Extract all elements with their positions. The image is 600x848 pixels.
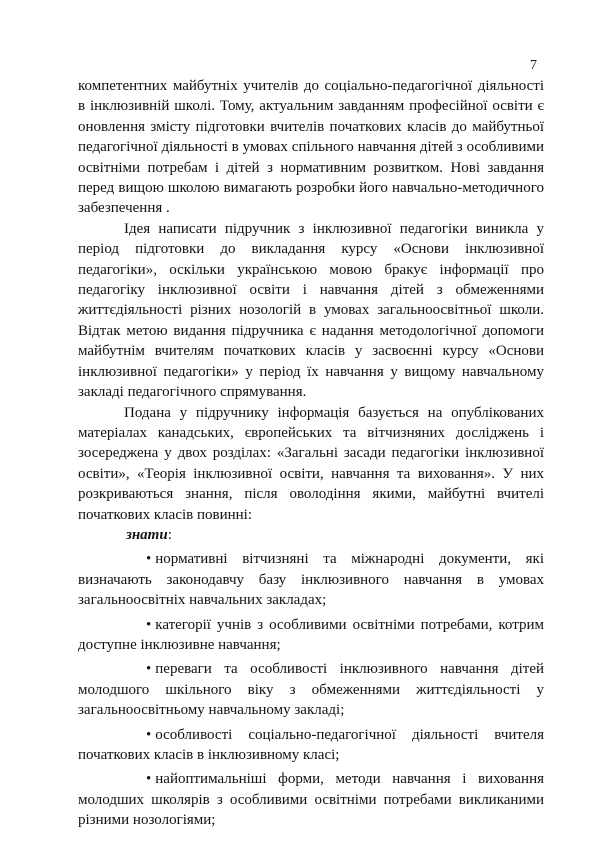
list-label — [126, 525, 544, 545]
list-item-text: переваги та особливості інклюзивного навчання дітей молодшого шкільного віку з обмеженнями життєдіяльності у загальноосвітньому навчальному закладі; — [78, 661, 544, 719]
list-item-text: нормативні вітчизняні та міжнародні документи, які визначають законодавчу базу інклюзивного навчання в умовах загальноосвітніх навчальних закладах; — [78, 551, 544, 609]
bullet-icon: • — [146, 661, 152, 678]
list-item-text: найоптимальніші форми, методи навчання і виховання молодших школярів з особливими освітніми потребами викликаними різними нозологіями; — [78, 771, 544, 829]
paragraph-3: Подана у підручнику інформація базується на опублікованих матеріалах канадських, європейських та вітчизняних досліджень і зосереджена у двох розділах: «Загальні засади педагогіки інклюзивної освіти», «Теорія інклюзивної освіти, навчання та виховання». У них розкриваються знання, після оволодіння якими, майбутні вчителі початкових класів повинні: — [78, 404, 544, 523]
list-item-text: особливості соціально-педагогічної діяльності вчителя початкових класів в інклюзивному класі; — [78, 726, 544, 763]
list-label-word: знати — [126, 526, 168, 543]
page-body — [78, 76, 544, 831]
list-item — [78, 769, 544, 830]
paragraph-2: Ідея написати підручник з інклюзивної педагогіки виникла у період підготовки до викладання курсу «Основи інклюзивної педагогіки», оскільки українською мовою бракує інформації про педагогіку інклюзивної освіти і навчання дітей з обмеженнями життєдіяльності різних нозологій в умовах загальноосвітньої школи. Відтак метою видання підручника є надання методологічної допомоги майбутнім вчителям початкових класів у засвоєнні курсу «Основи інклюзивної педагогіки» у період їх навчання у вищому навчальному закладі педагогічного спрямування. — [78, 220, 544, 401]
bullet-icon: • — [146, 551, 152, 568]
list-item — [78, 725, 544, 766]
list-label-colon: : — [167, 526, 172, 543]
list-item-text: категорії учнів з особливими освітніми потребами, котрим доступне інклюзивне навчання; — [78, 616, 544, 653]
list-item — [78, 659, 544, 720]
page-number: 7 — [530, 58, 537, 73]
bullet-icon: • — [146, 726, 152, 743]
bullet-icon: • — [146, 771, 152, 788]
list-item — [78, 549, 544, 610]
paragraph-1: компетентних майбутніх учителів до соціально-педагогічної діяльності в інклюзивній школі. Тому, актуальним завданням професійної освіти є оновлення змісту підготовки вчителів початкових класів до майбутньої педагогічної діяльності в умовах спільного навчання дітей з особливими освітніми потребам і дітей з нормативним розвитком. Нові завдання перед вищою школою вимагають розробки його навчально-методичного забезпечення . — [78, 78, 544, 217]
bullet-icon: • — [146, 616, 152, 633]
list-item — [78, 615, 544, 656]
